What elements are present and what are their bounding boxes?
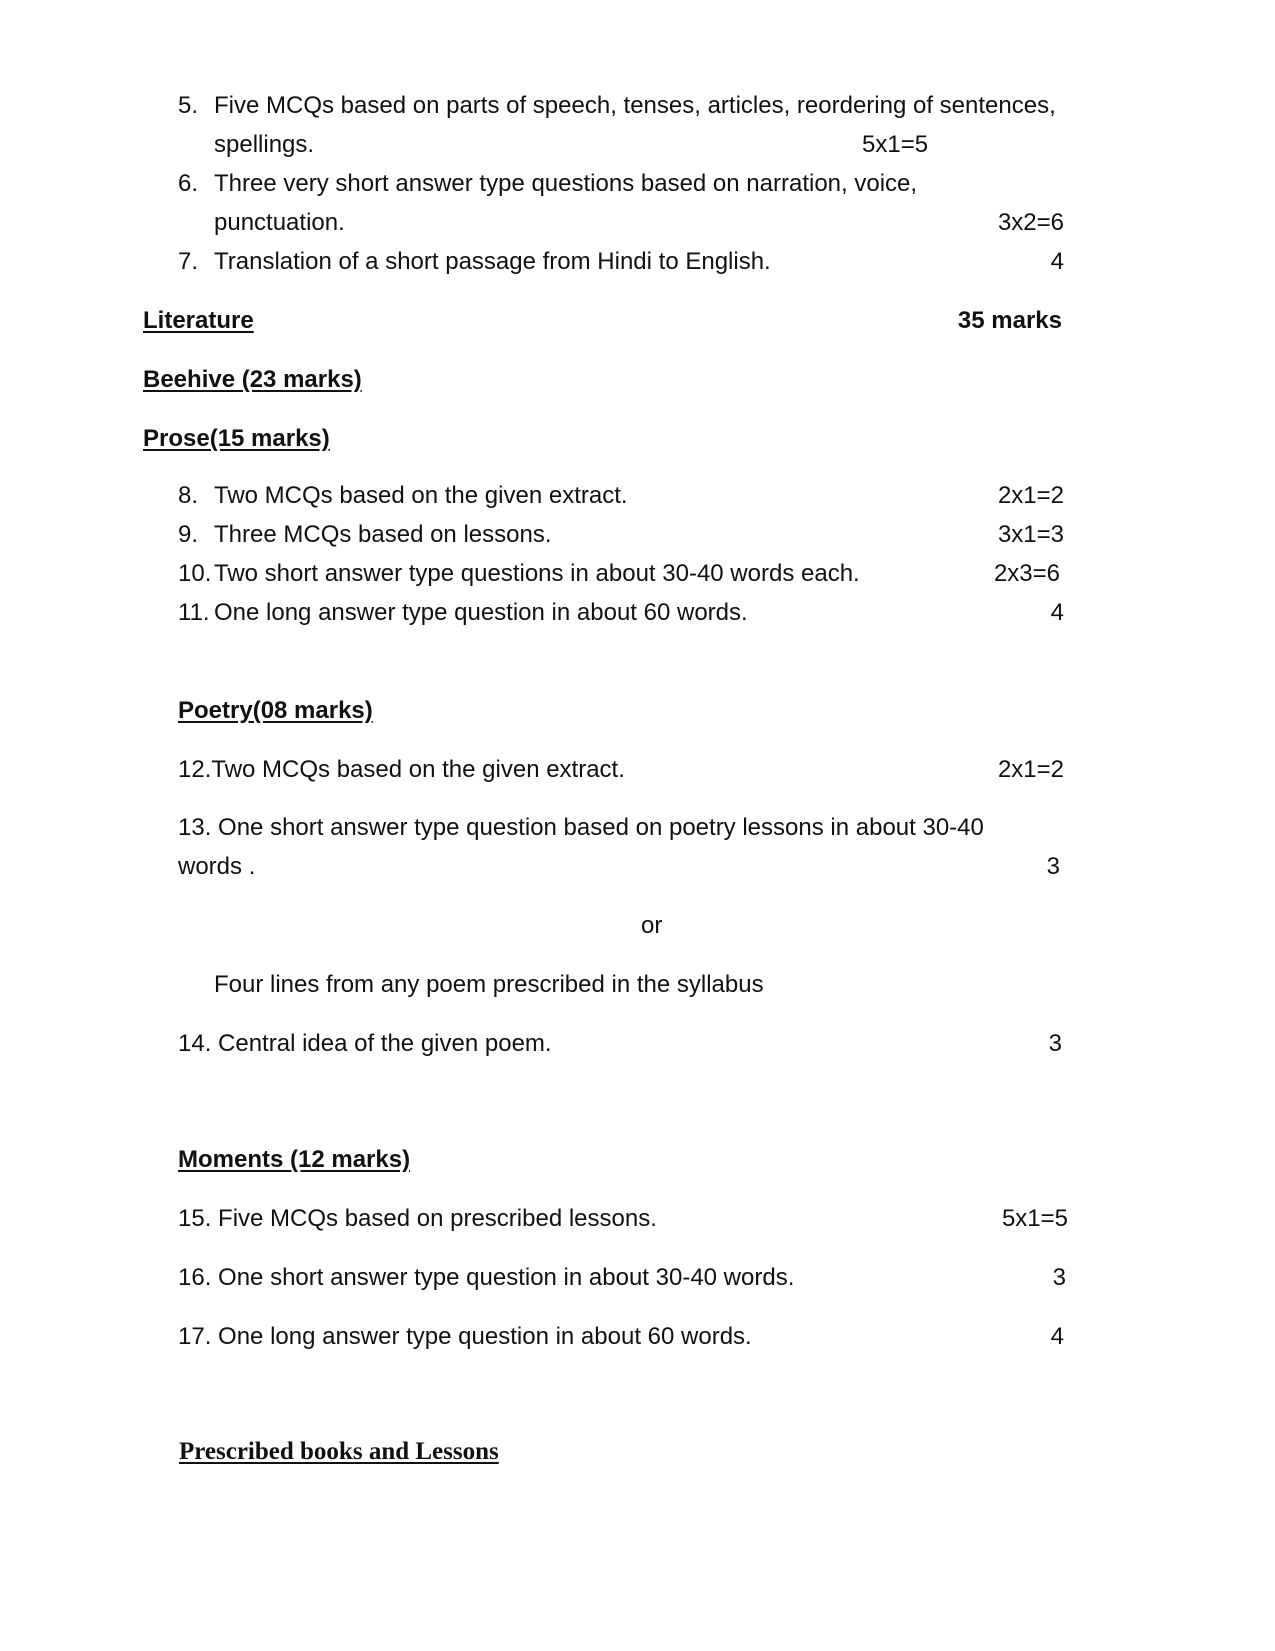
item-marks: 4	[1050, 599, 1064, 626]
section-heading-prescribed: Prescribed books and Lessons	[179, 1438, 499, 1465]
item-text: 17. One long answer type question in about 60 words.	[178, 1323, 752, 1350]
item-text: Two MCQs based on the given extract.	[214, 482, 628, 509]
section-heading-poetry: Poetry(08 marks)	[178, 697, 373, 724]
item-number: 10.	[178, 560, 212, 587]
item-text: Translation of a short passage from Hindi to English.	[214, 248, 771, 275]
item-text: 14. Central idea of the given poem.	[178, 1030, 552, 1057]
or-separator: or	[641, 912, 663, 939]
item-alternative: Four lines from any poem prescribed in the syllabus	[214, 971, 764, 998]
item-text: Three MCQs based on lessons.	[214, 521, 552, 548]
item-number: 6.	[178, 170, 199, 197]
section-marks: 35 marks	[957, 307, 1062, 334]
section-heading-moments: Moments (12 marks)	[178, 1146, 411, 1173]
item-text: 15. Five MCQs based on prescribed lessons.	[178, 1205, 657, 1232]
item-text-continued: words .	[178, 853, 256, 880]
item-marks: 2x1=2	[997, 756, 1064, 783]
item-number: 7.	[178, 248, 199, 275]
item-text: 13. One short answer type question based on poetry lessons in about 30-40	[178, 814, 984, 841]
item-marks: 3x1=3	[997, 521, 1064, 548]
item-number: 5.	[178, 92, 199, 119]
item-text: 12.Two MCQs based on the given extract.	[178, 756, 625, 783]
item-number: 11.	[178, 599, 210, 626]
item-marks: 2x3=6	[993, 560, 1060, 587]
item-number: 8.	[178, 482, 199, 509]
item-marks: 3	[1046, 853, 1060, 880]
item-text: 16. One short answer type question in about 30-40 words.	[178, 1264, 795, 1291]
item-marks: 5x1=5	[1001, 1205, 1068, 1232]
section-heading-literature: Literature	[143, 307, 254, 334]
item-marks: 4	[1050, 1323, 1064, 1350]
item-marks: 2x1=2	[997, 482, 1064, 509]
item-text: Five MCQs based on parts of speech, tenses, articles, reordering of sentences,	[214, 92, 1056, 119]
item-text: Three very short answer type questions based on narration, voice,	[214, 170, 918, 197]
item-text: One long answer type question in about 60 words.	[214, 599, 748, 626]
item-marks: 4	[1050, 248, 1064, 275]
item-text-continued: spellings.	[214, 131, 315, 158]
item-marks: 3	[1052, 1264, 1066, 1291]
item-marks: 3x2=6	[997, 209, 1064, 236]
item-number: 9.	[178, 521, 199, 548]
item-marks: 5x1=5	[862, 131, 929, 158]
item-text-continued: punctuation.	[214, 209, 345, 236]
section-heading-beehive: Beehive (23 marks)	[143, 366, 362, 393]
section-heading-prose: Prose(15 marks)	[143, 425, 330, 452]
item-text: Two short answer type questions in about 30-40 words each.	[214, 560, 860, 587]
item-marks: 3	[1048, 1030, 1062, 1057]
